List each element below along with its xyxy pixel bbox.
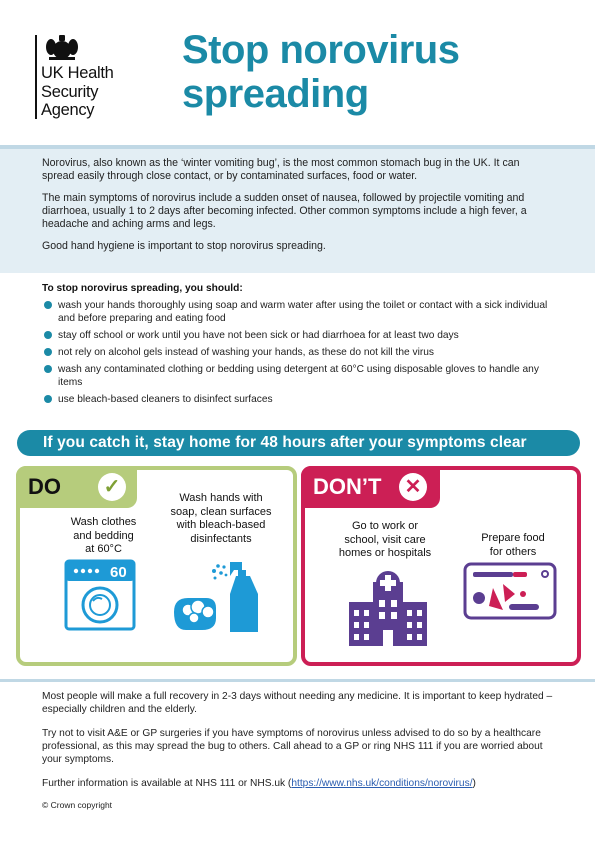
check-icon: ✓ [98, 473, 126, 501]
list-item: not rely on alcohol gels instead of washing your hands, as these do not kill the virus [42, 346, 557, 359]
list-item: wash your hands thoroughly using soap and warm water after using the toilet or contact with a sick individual and before preparing and eating food [42, 299, 557, 325]
bullet-icon [44, 348, 52, 356]
intro-paragraph: Norovirus, also known as the ‘winter vomiting bug’, is the most common stomach bug in the UK. It can spread easily through close contact, or by contaminated surfaces, food or water. [42, 157, 520, 182]
footer-paragraph: Try not to visit A&E or GP surgeries if you have symptoms of norovirus unless advised to do so by a healthcare professional, as this may spread the bug to others. Call ahead to a GP or ring NHS 111 if you are worried about your symptoms. [42, 728, 543, 765]
list-item: wash any contaminated clothing or bedding using detergent at 60°C using disposable gloves to handle any items [42, 363, 557, 389]
dont-panel [301, 466, 581, 666]
copyright: © Crown copyright [42, 800, 113, 810]
list-item: use bleach-based cleaners to disinfect surfaces [42, 393, 557, 406]
page-title: Stop norovirus spreading [182, 28, 460, 116]
royal-crest-icon [45, 33, 79, 61]
ukhsa-logo [35, 33, 145, 123]
prepare-food-caption: Prepare food for others [481, 532, 545, 558]
chopping-board-icon [463, 562, 557, 620]
bullet-icon [44, 395, 52, 403]
logo-text: UK Health Security Agency [41, 64, 114, 119]
footer-section [0, 679, 595, 842]
bullet-icon [44, 301, 52, 309]
wash-hands-caption: Wash hands with soap, clean surfaces with bleach-based disinfectants [170, 492, 272, 545]
tips-heading: To stop norovirus spreading, you should: [42, 283, 243, 294]
machine-display: 60 [110, 564, 127, 581]
intro-paragraph: Good hand hygiene is important to stop norovirus spreading. [42, 240, 326, 252]
logo-bar [35, 35, 37, 119]
hospital-icon [343, 570, 433, 648]
header [0, 0, 595, 145]
soap-spray-icon [170, 558, 285, 634]
wash-clothes-caption: Wash clothes and bedding at 60°C [70, 516, 137, 555]
go-to-work-caption: Go to work or school, visit care homes or hospitals [338, 520, 432, 559]
nhs-norovirus-link[interactable]: https://www.nhs.uk/conditions/norovirus/ [291, 778, 473, 789]
do-panel [16, 466, 297, 666]
dont-label: DON’T ✕ [301, 466, 440, 508]
list-item: stay off school or work until you have not been sick or had diarrhoea for at least two days [42, 329, 557, 342]
intro-paragraph: The main symptoms of norovirus include a sudden onset of nausea, followed by projectile vomiting and diarrhoea, usually 1 to 2 days after becoming infected. Other common symptoms include a high fever, a headache and aching arms and legs. [42, 192, 527, 230]
footer-paragraph: Most people will make a full recovery in 2-3 days without needing any medicine. It is important to keep hydrated – especially children and the elderly. [42, 691, 553, 715]
further-info: Further information is available at NHS 111 or NHS.uk (https://www.nhs.uk/conditions/norovirus/) [42, 778, 476, 789]
bullet-icon [44, 331, 52, 339]
washing-machine-icon [64, 559, 136, 631]
tips-section [42, 283, 557, 410]
do-label: DO ✓ [16, 466, 137, 508]
tips-list [42, 299, 557, 406]
intro-section [0, 145, 595, 273]
cross-icon: ✕ [399, 473, 427, 501]
stay-home-banner: If you catch it, stay home for 48 hours after your symptoms clear [17, 430, 580, 456]
bullet-icon [44, 365, 52, 373]
